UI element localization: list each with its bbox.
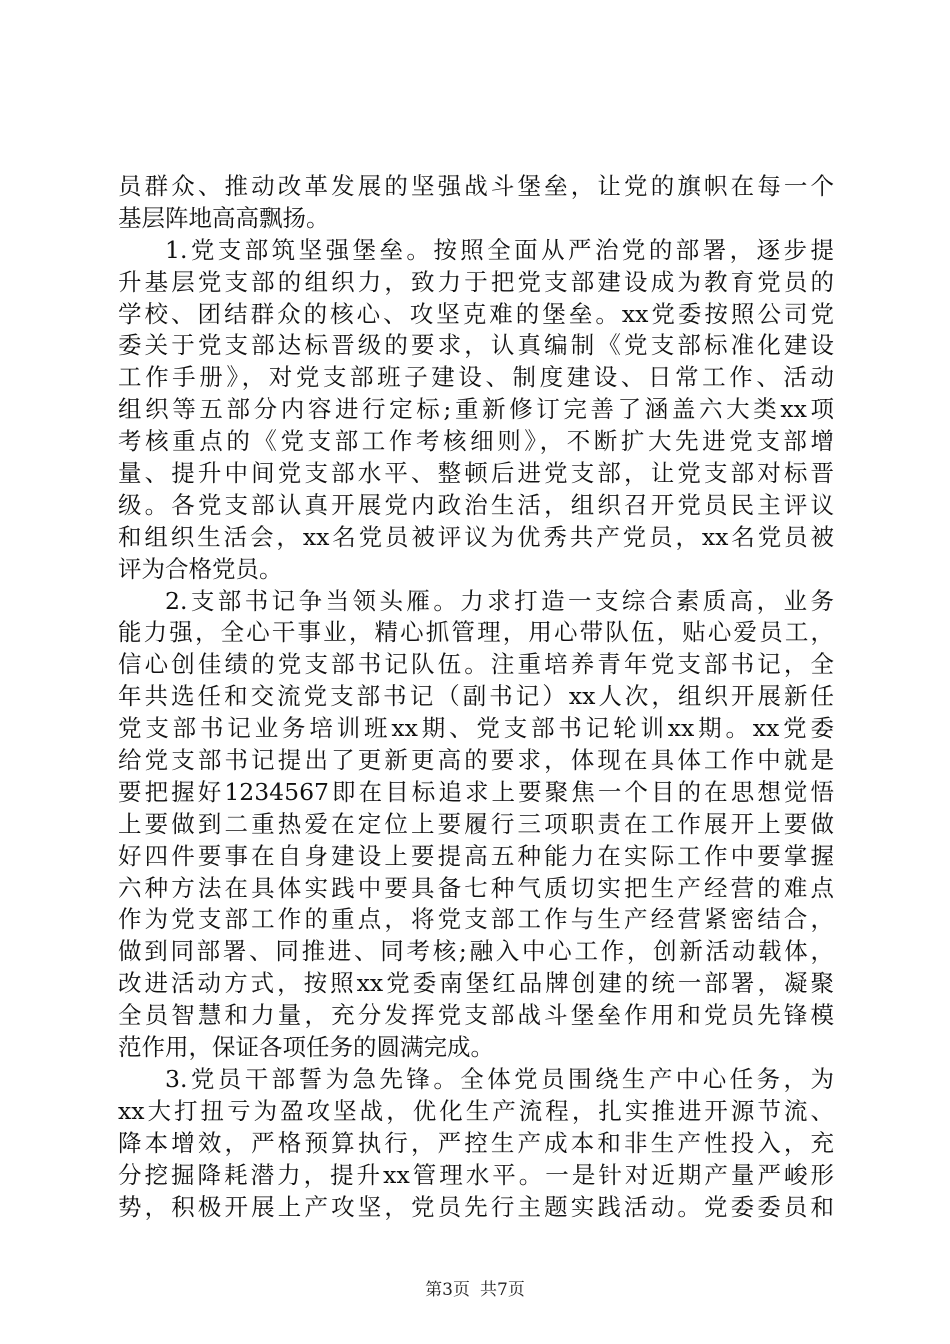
text-line: 员群众、推动改革发展的坚强战斗堡垒，让党的旗帜在每一个 [118,172,834,200]
text-line: 工作手册》，对党支部班子建设、制度建设、日常工作、活动 [118,363,834,392]
text-line: 2.支部书记争当领头雁。力求打造一支综合素质高，业务 [165,586,834,615]
text-line: 要把握好1234567即在目标追求上要聚焦一个目的在思想觉悟 [118,777,834,806]
text-line: 基层阵地高高飘扬。 [118,203,330,232]
text-line: 给党支部书记提出了更新更高的要求，体现在具体工作中就是 [118,746,834,775]
text-line: 量、提升中间党支部水平、整顿后进党支部，让党支部对标晋 [118,459,834,488]
text-line: 级。各党支部认真开展党内政治生活，组织召开党员民主评议 [118,490,834,519]
text-line: 势，积极开展上产攻坚，党员先行主题实践活动。党委委员和 [118,1192,834,1221]
text-line: 好四件要事在自身建设上要提高五种能力在实际工作中要掌握 [118,841,834,870]
text-line: 上要做到二重热爱在定位上要履行三项职责在工作展开上要做 [118,809,834,838]
text-line: 分挖掘降耗潜力，提升xx管理水平。一是针对近期产量严峻形 [118,1160,834,1189]
text-line: 组织等五部分内容进行定标;重新修订完善了涵盖六大类xx项 [118,395,834,424]
text-line: 做到同部署、同推进、同考核;融入中心工作，创新活动载体， [118,937,834,966]
text-line: 改进活动方式，按照xx党委南堡红品牌创建的统一部署，凝聚 [118,969,834,998]
text-line: 考核重点的《党支部工作考核细则》，不断扩大先进党支部增 [118,427,834,456]
text-line: 信心创佳绩的党支部书记队伍。注重培养青年党支部书记，全 [118,650,834,679]
text-line: 升基层党支部的组织力，致力于把党支部建设成为教育党员的 [118,267,834,296]
text-line: xx大打扭亏为盈攻坚战，优化生产流程，扎实推进开源节流、 [118,1096,834,1125]
text-line: 学校、团结群众的核心、攻坚克难的堡垒。xx党委按照公司党 [118,299,834,328]
document-body [118,171,834,1223]
text-line: 全员智慧和力量，充分发挥党支部战斗堡垒作用和党员先锋模 [118,1001,834,1030]
text-line: 能力强，全心干事业，精心抓管理，用心带队伍，贴心爱员工， [118,618,834,647]
page-number: 第3页 [425,1280,470,1300]
text-line: 范作用，保证各项任务的圆满完成。 [118,1033,494,1062]
text-line: 评为合格党员。 [118,554,283,583]
text-line: 年共选任和交流党支部书记（副书记）xx人次，组织开展新任 [118,682,834,711]
text-line: 和组织生活会，xx名党员被评议为优秀共产党员，xx名党员被 [118,522,834,551]
text-line: 六种方法在具体实践中要具备七种气质切实把生产经营的难点 [118,873,834,902]
text-line: 作为党支部工作的重点，将党支部工作与生产经营紧密结合， [118,905,834,934]
text-line: 委关于党支部达标晋级的要求，认真编制《党支部标准化建设 [118,331,834,360]
text-line: 党支部书记业务培训班xx期、党支部书记轮训xx期。xx党委 [118,714,834,743]
text-line: 1.党支部筑坚强堡垒。按照全面从严治党的部署，逐步提 [165,235,834,264]
text-line: 降本增效，严格预算执行，严控生产成本和非生产性投入，充 [118,1128,834,1157]
page-footer [0,1279,950,1301]
text-line: 3.党员干部誓为急先锋。全体党员围绕生产中心任务，为 [165,1064,834,1093]
page-total: 共7页 [480,1280,525,1300]
